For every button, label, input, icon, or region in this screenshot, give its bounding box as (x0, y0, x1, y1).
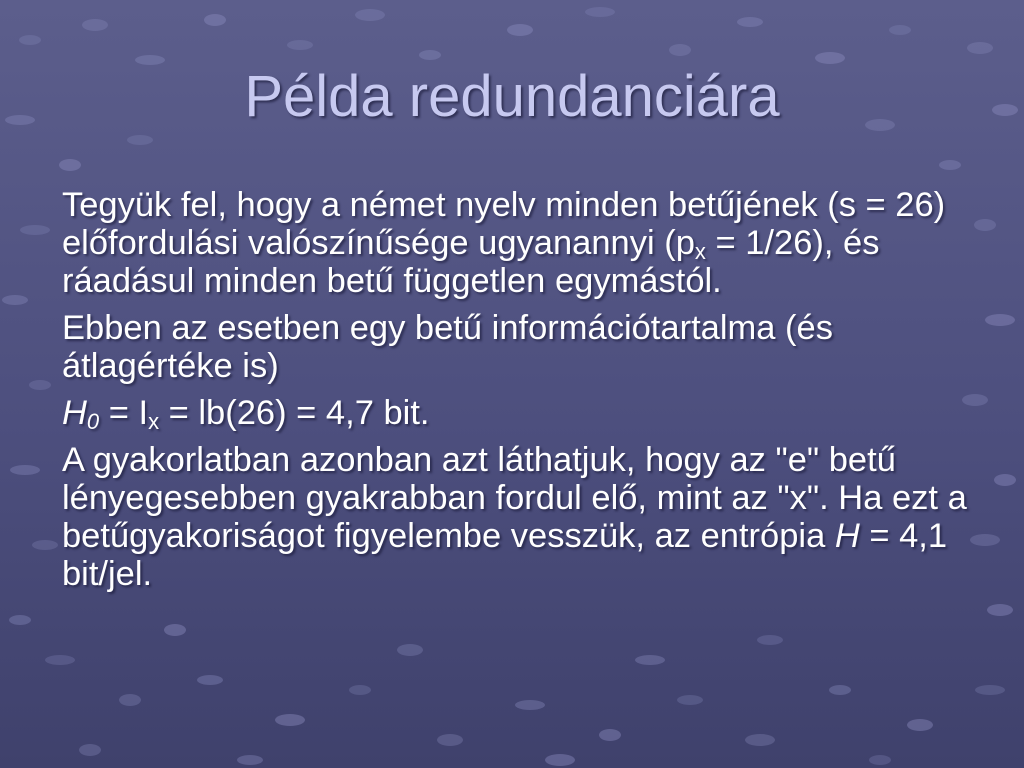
formula-subscript-0: 0 (86, 409, 100, 434)
formula-subscript-x: x (148, 409, 160, 434)
background-dot (45, 655, 75, 665)
background-dot (204, 14, 226, 26)
background-dot (79, 744, 101, 756)
background-dot (757, 635, 783, 645)
background-dot (585, 7, 615, 17)
background-dot (515, 700, 545, 710)
formula-text-1: = I (99, 394, 149, 432)
background-dot (967, 42, 993, 54)
paragraph-formula (62, 394, 967, 432)
practice-text-2: = 4,1 bit/jel. (62, 517, 948, 593)
background-dot (355, 9, 385, 21)
background-dot (975, 685, 1005, 695)
assumption-text-1: Tegyük fel, hogy a német nyelv minden betűjének (s = 26) előfordulási valószínűsége ugyanannyi (p (62, 186, 946, 262)
slide-body (62, 186, 967, 602)
background-dot (507, 24, 533, 36)
assumption-subscript-x: x (694, 239, 706, 264)
background-dot (677, 695, 703, 705)
background-dot (987, 604, 1013, 616)
background-dot (545, 754, 575, 766)
background-dot (19, 35, 41, 45)
practice-symbol-h: H (834, 517, 860, 555)
background-dot (164, 624, 186, 636)
background-dot (119, 694, 141, 706)
background-dot (599, 729, 621, 741)
background-dot (889, 25, 911, 35)
background-dot (10, 465, 40, 475)
paragraph-information-content (62, 309, 967, 385)
background-dot (939, 160, 961, 170)
background-dot (2, 295, 28, 305)
background-dot (994, 474, 1016, 486)
paragraph-assumption (62, 186, 967, 300)
background-dot (59, 159, 81, 171)
background-dot (970, 534, 1000, 546)
background-dot (907, 719, 933, 731)
formula-symbol-h: H (62, 394, 87, 432)
background-dot (127, 135, 153, 145)
background-dot (829, 685, 851, 695)
formula-text-2: = lb(26) = 4,7 bit. (159, 394, 430, 432)
background-dot (9, 615, 31, 625)
practice-text-1: A gyakorlatban azonban azt láthatjuk, hogy az "e" betű lényegesebben gyakrabban fordul elő, mint az "x". Ha ezt a betűgyakoriságot figyelembe vesszük, az entrópia (62, 441, 967, 555)
background-dot (349, 685, 371, 695)
background-dot (275, 714, 305, 726)
background-dot (287, 40, 313, 50)
paragraph-practice (62, 441, 967, 593)
information-content-text: Ebben az esetben egy betű információtartalma (és átlagértéke is) (62, 309, 833, 385)
background-dot (397, 644, 423, 656)
background-dot (437, 734, 463, 746)
background-dot (32, 540, 58, 550)
background-dot (20, 225, 50, 235)
background-dot (737, 17, 763, 27)
slide-title: Példa redundanciára (244, 64, 780, 129)
background-dot (869, 755, 891, 765)
background-dot (29, 380, 51, 390)
background-dot (237, 755, 263, 765)
background-dot (82, 19, 108, 31)
background-dot (669, 44, 691, 56)
background-dot (635, 655, 665, 665)
assumption-text-2: = 1/26), és ráadásul minden betű független egymástól. (62, 224, 880, 300)
background-dot (974, 219, 996, 231)
background-dot (419, 50, 441, 60)
background-dot (197, 675, 223, 685)
background-dot (985, 314, 1015, 326)
background-dot (745, 734, 775, 746)
